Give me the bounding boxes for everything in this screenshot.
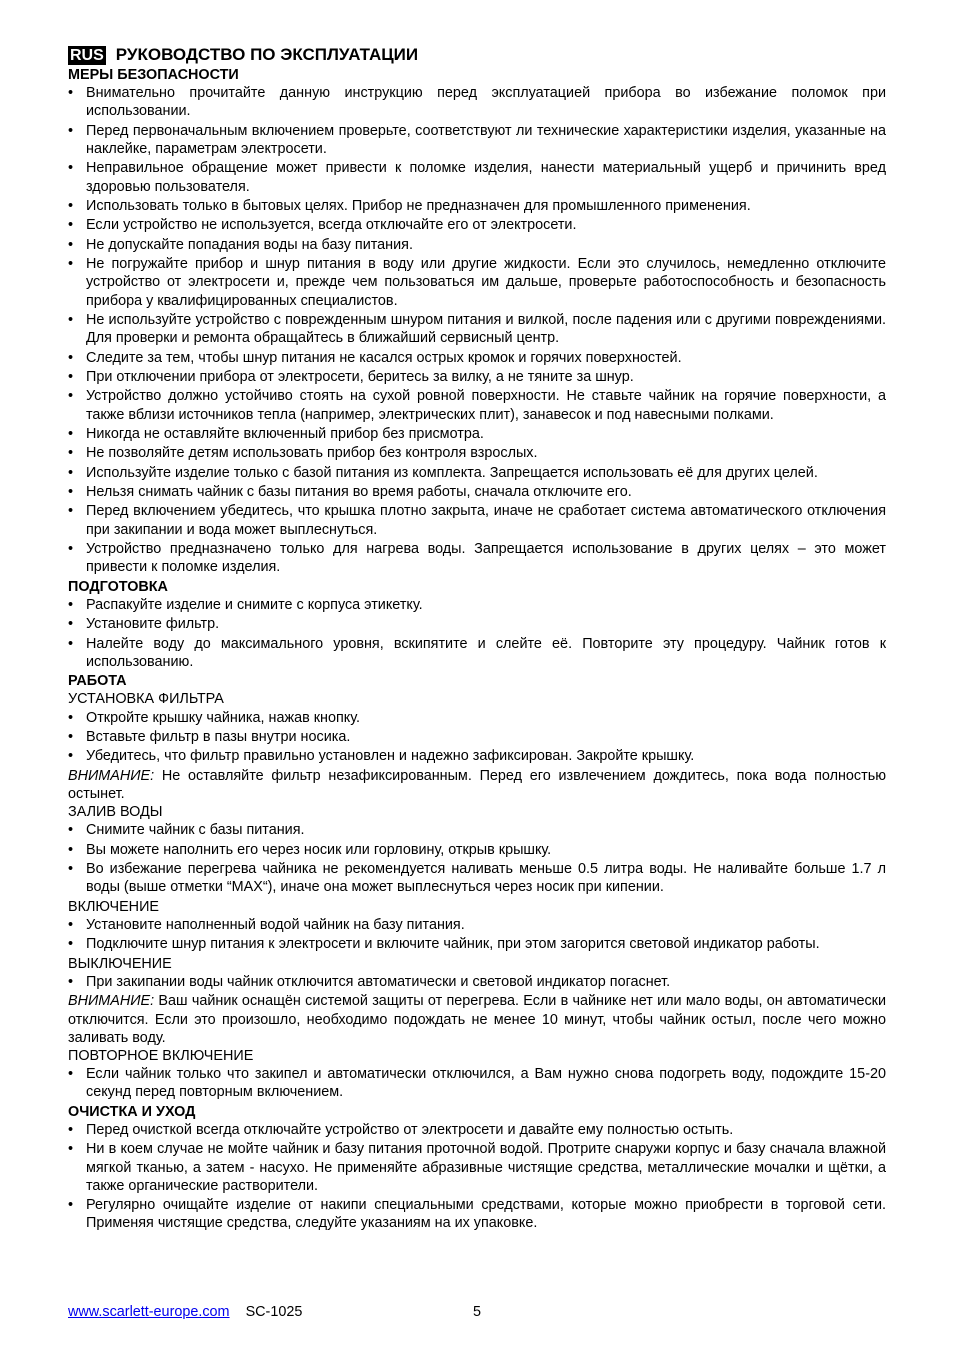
language-badge: RUS <box>70 46 104 64</box>
list-item: • Внимательно прочитайте данную инструкцию перед эксплуатацией прибора во избежание поломок при использовании. <box>68 84 886 120</box>
list-item: • При закипании воды чайник отключится автоматически и световой индикатор погаснет. <box>68 973 886 991</box>
list-item: • Устройство должно устойчиво стоять на сухой ровной поверхности. Не ставьте чайник на горячие поверхности, а также вблизи источников тепла (например, электрических плит), занавесок и под навесными полками. <box>68 387 886 423</box>
work-heading: РАБОТА <box>68 673 127 690</box>
safety-heading: МЕРЫ БЕЗОПАСНОСТИ <box>68 67 239 83</box>
off-note <box>68 992 886 1047</box>
list-item: • При отключении прибора от электросети, беритесь за вилку, а не тяните за шнур. <box>68 368 886 386</box>
page-number: 5 <box>473 1304 482 1320</box>
care-list <box>68 1121 886 1233</box>
page-title: РУКОВОДСТВО ПО ЭКСПЛУАТАЦИИ <box>115 44 419 64</box>
manual-page <box>68 44 886 1234</box>
list-item: • Следите за тем, чтобы шнур питания не касался острых кромок и горячих поверхностей. <box>68 349 886 367</box>
restart-list <box>68 1065 886 1101</box>
water-subheading: ЗАЛИВ ВОДЫ <box>68 804 163 821</box>
list-item: • Вы можете наполнить его через носик или горловину, открыв крышку. <box>68 841 886 859</box>
note-text: Ваш чайник оснащён системой защиты от перегрева. Если в чайнике нет или мало воды, он автоматически отключится. Если это произошло, необходимо подождать не менее 10 минут, чтобы чайник остыл, после чего можно заливать воду. <box>68 993 886 1046</box>
list-item: • Используйте изделие только с базой питания из комплекта. Запрещается использовать её для других целей. <box>68 464 886 482</box>
care-heading: ОЧИСТКА И УХОД <box>68 1103 196 1120</box>
list-item: • Не погружайте прибор и шнур питания в воду или другие жидкости. Если это случилось, немедленно отключите устройство от электросети и, прежде чем пользоваться им дальше, проверьте работоспособность и безопасность прибора у квалифицированных специалистов. <box>68 255 886 310</box>
model-number: SC-1025 <box>245 1304 303 1320</box>
list-item: • Убедитесь, что фильтр правильно установлен и надежно зафиксирован. Закройте крышку. <box>68 747 886 765</box>
list-item: • Не позволяйте детям использовать прибор без контроля взрослых. <box>68 444 886 462</box>
page-footer <box>68 1304 886 1320</box>
list-item: • Перед первоначальным включением проверьте, соответствуют ли технические характеристики изделия, указанные на наклейке, параметрам электросети. <box>68 122 886 158</box>
note-text: Не оставляйте фильтр незафиксированным. Перед его извлечением дождитесь, пока вода полностью остынет. <box>68 767 886 803</box>
list-item: • Нельзя снимать чайник с базы питания во время работы, сначала отключите его. <box>68 483 886 501</box>
list-item: • Установите фильтр. <box>68 615 886 633</box>
filter-list <box>68 709 886 766</box>
list-item: • Во избежание перегрева чайника не рекомендуется наливать меньше 0.5 литра воды. Не наливайте больше 1.7 л воды (выше отметки “MAX“), иначе она может выплеснуться через носик при кипении. <box>68 860 886 896</box>
list-item: • Снимите чайник с базы питания. <box>68 821 886 839</box>
off-list <box>68 973 886 991</box>
list-item: • Перед включением убедитесь, что крышка плотно закрыта, иначе не сработает система автоматического отключения при закипании и вода может выплеснуться. <box>68 502 886 538</box>
list-item: • Регулярно очищайте изделие от накипи специальными средствами, которые можно приобрести в торговой сети. Применяя чистящие средства, следуйте указаниям на их упаковке. <box>68 1196 886 1232</box>
title-row <box>68 44 886 66</box>
list-item: • Ни в коем случае не мойте чайник и базу питания проточной водой. Протрите снаружи корпус и базу сначала влажной мягкой тканью, а затем - насухо. Не применяйте абразивные чистящие средства, металлические мочалки и щётки, а также органические растворители. <box>68 1140 886 1195</box>
prep-list <box>68 596 886 671</box>
filter-note <box>68 767 886 803</box>
filter-subheading: УСТАНОВКА ФИЛЬТРА <box>68 691 224 708</box>
list-item: • Установите наполненный водой чайник на базу питания. <box>68 916 886 934</box>
list-item: • Перед очисткой всегда отключайте устройство от электросети и давайте ему полностью остыть. <box>68 1121 886 1139</box>
list-item: • Не используйте устройство с поврежденным шнуром питания и вилкой, после падения или с другими повреждениями. Для проверки и ремонта обращайтесь в ближайший сервисный центр. <box>68 311 886 347</box>
list-item: • Не допускайте попадания воды на базу питания. <box>68 236 886 254</box>
prep-heading: ПОДГОТОВКА <box>68 578 168 595</box>
note-label: ВНИМАНИЕ: <box>68 993 155 1010</box>
list-item: • Никогда не оставляйте включенный прибор без присмотра. <box>68 425 886 443</box>
list-item: • Вставьте фильтр в пазы внутри носика. <box>68 728 886 746</box>
list-item: • Неправильное обращение может привести к поломке изделия, нанести материальный ущерб и причинить вред здоровью пользователя. <box>68 159 886 195</box>
list-item: • Если устройство не используется, всегда отключайте его от электросети. <box>68 216 886 234</box>
on-list <box>68 916 886 954</box>
list-item: • Если чайник только что закипел и автоматически отключился, а Вам нужно снова подогреть воду, подождите 15-20 секунд перед повторным включением. <box>68 1065 886 1101</box>
list-item: • Подключите шнур питания к электросети и включите чайник, при этом загорится световой индикатор работы. <box>68 935 886 953</box>
list-item: • Налейте воду до максимального уровня, вскипятите и слейте её. Повторите эту процедуру. Чайник готов к использованию. <box>68 635 886 671</box>
on-subheading: ВКЛЮЧЕНИЕ <box>68 898 160 915</box>
note-label: ВНИМАНИЕ: <box>68 767 155 784</box>
restart-subheading: ПОВТОРНОЕ ВКЛЮЧЕНИЕ <box>68 1048 254 1064</box>
website-link[interactable]: www.scarlett-europe.com <box>68 1304 230 1320</box>
water-list <box>68 821 886 896</box>
off-subheading: ВЫКЛЮЧЕНИЕ <box>68 955 172 972</box>
list-item: • Использовать только в бытовых целях. Прибор не предназначен для промышленного применения. <box>68 197 886 215</box>
list-item: • Откройте крышку чайника, нажав кнопку. <box>68 709 886 727</box>
safety-list <box>68 84 886 576</box>
list-item: • Устройство предназначено только для нагрева воды. Запрещается использование в других целях – это может привести к поломке изделия. <box>68 540 886 576</box>
list-item: • Распакуйте изделие и снимите с корпуса этикетку. <box>68 596 886 614</box>
